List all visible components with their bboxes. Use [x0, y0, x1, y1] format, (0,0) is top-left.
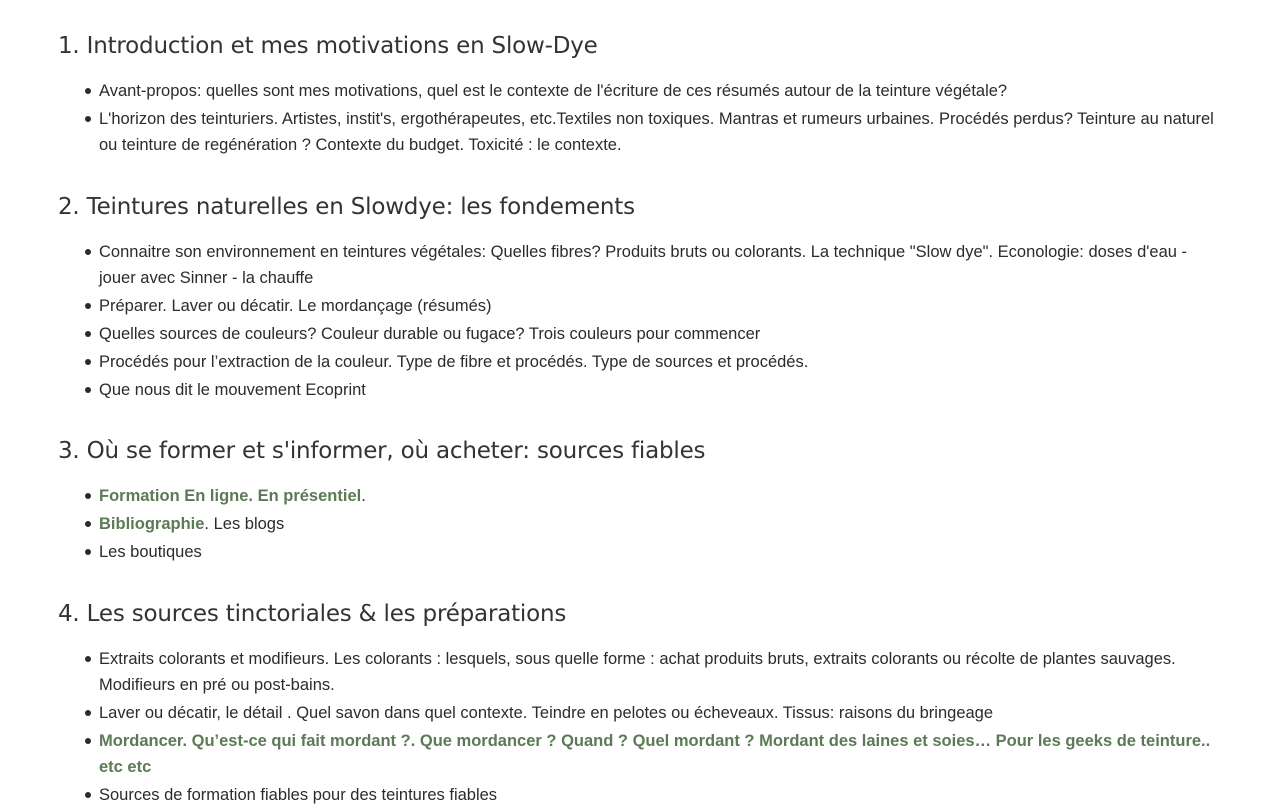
- section-heading: 1. Introduction et mes motivations en Slow-Dye: [58, 33, 598, 59]
- section-sources-fiables: [58, 436, 705, 567]
- list-item: [99, 321, 1218, 347]
- list-item: [99, 377, 1218, 403]
- list-item-text: . Les blogs: [204, 515, 285, 533]
- list-item-text: Avant-propos: quelles sont mes motivations, quel est le contexte de l'écriture de ces résumés autour de la teinture végétale?: [99, 82, 1008, 100]
- formation-link[interactable]: Formation En ligne. En présentiel: [99, 487, 362, 505]
- list-item-text: Les boutiques: [99, 543, 202, 561]
- section-heading: 4. Les sources tinctoriales & les préparations: [58, 601, 567, 627]
- list-item-text: Procédés pour l’extraction de la couleur. Type de fibre et procédés. Type de sources et procédés.: [99, 353, 809, 371]
- section-list: [58, 239, 1218, 403]
- list-item: [99, 349, 1218, 375]
- section-list: [58, 78, 1218, 158]
- list-item: [99, 293, 1218, 319]
- list-item-text: Extraits colorants et modifieurs. Les colorants : lesquels, sous quelle forme : achat produits bruts, extraits colorants ou récolte de plantes sauvages. Modifieurs en pré ou post-bains.: [99, 650, 1176, 694]
- section-fondements: [58, 192, 1218, 405]
- list-item-text: L'horizon des teinturiers. Artistes, instit's, ergothérapeutes, etc.Textiles non toxiques. Mantras et rumeurs urbaines. Procédés perdus? Teinture au naturel ou teinture de regénération ? Contexte du budget. Toxicité : le contexte.: [99, 110, 1214, 154]
- list-item: [99, 239, 1218, 291]
- list-item: [99, 78, 1218, 104]
- section-heading: 2. Teintures naturelles en Slowdye: les fondements: [58, 194, 635, 220]
- list-item: [99, 700, 1218, 726]
- section-list: [58, 646, 1218, 808]
- list-item: [99, 511, 705, 537]
- section-introduction: [58, 31, 1218, 160]
- list-item-text: Connaitre son environnement en teintures végétales: Quelles fibres? Produits bruts ou colorants. La technique "Slow dye". Econologie: doses d'eau - jouer avec Sinner - la chauffe: [99, 243, 1188, 287]
- list-item-text: Laver ou décatir, le détail . Quel savon dans quel contexte. Teindre en pelotes ou écheveaux. Tissus: raisons du bringeage: [99, 704, 994, 722]
- list-item: [99, 106, 1218, 158]
- list-item: [99, 539, 705, 565]
- list-item-text: Quelles sources de couleurs? Couleur durable ou fugace? Trois couleurs pour commencer: [99, 325, 761, 343]
- section-list: [58, 483, 705, 565]
- list-item: [99, 782, 1218, 808]
- list-item: [99, 646, 1218, 698]
- list-item-text: Préparer. Laver ou décatir. Le mordançage (résumés): [99, 297, 492, 315]
- list-item-text: .: [361, 487, 366, 505]
- list-item-text: Que nous dit le mouvement Ecoprint: [99, 381, 366, 399]
- bibliographie-link[interactable]: Bibliographie: [99, 515, 205, 533]
- section-heading: 3. Où se former et s'informer, où acheter: sources fiables: [58, 438, 706, 464]
- mordancer-link[interactable]: Mordancer. Qu’est-ce qui fait mordant ?. Que mordancer ? Quand ? Quel mordant ? Mordant des laines et soies… Pour les geeks de teinture.. etc etc: [99, 732, 1211, 776]
- list-item: [99, 483, 705, 509]
- list-item: [99, 728, 1218, 780]
- section-sources-tinctoriales: [58, 599, 1218, 810]
- list-item-text: Sources de formation fiables pour des teintures fiables: [99, 786, 498, 804]
